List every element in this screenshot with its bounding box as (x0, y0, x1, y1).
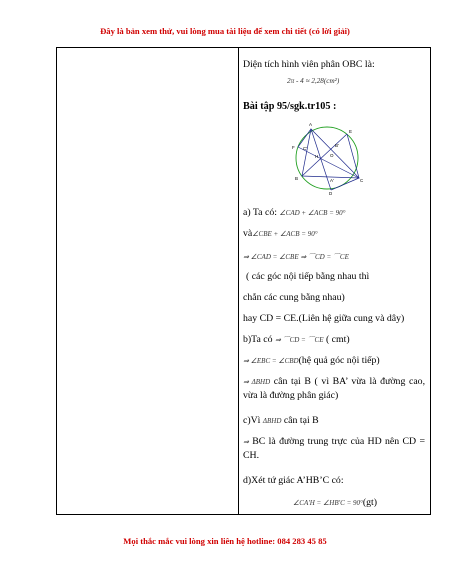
label-c: C (360, 178, 364, 183)
label-a: A (309, 122, 313, 127)
area-text: Diện tích hình viên phân OBC là: (243, 59, 375, 70)
va-formula: ∠CBE + ∠ACB = 90° (252, 230, 318, 238)
label-o: O (330, 153, 334, 158)
c-conclusion (243, 435, 425, 462)
part-d-line: d)Xét tứ giác A’HB’C có: (243, 475, 344, 486)
part-a-formula: ∠CAD + ∠ACB = 90° (279, 209, 346, 217)
header-banner: Đây là bản xem thử, vui lòng mua tài liệu để xem chi tiết (có lời giải) (100, 26, 350, 36)
part-d-formula-line (293, 496, 377, 510)
part-c-prefix: c)Vì (243, 415, 261, 426)
c-conclusion-text: BC là đường trung trực của HD nên CD = CH. (243, 436, 426, 461)
label-d: D (329, 191, 333, 196)
footer-banner: Mọi thắc mắc vui lòng xin liên hệ hotline: 084 283 45 85 (123, 536, 327, 546)
exercise-title: Bài tập 95/sgk.tr105 : (243, 101, 337, 112)
ebc-formula: ⇒ ∠EBC = ∠CBD (243, 357, 299, 365)
paren-line-2: chắn các cung bằng nhau) (243, 292, 345, 303)
part-a-prefix: a) Ta có: (243, 207, 277, 218)
bhd-paragraph (243, 375, 425, 402)
ebc-line (243, 354, 380, 368)
part-b-suffix: ( cmt) (325, 334, 350, 345)
geometry-figure (289, 120, 365, 196)
part-c-formula: ΔBHD (262, 417, 282, 425)
label-a-prime: A' (330, 178, 334, 183)
part-a-line (243, 206, 345, 220)
hay-line: hay CD = CE.(Liên hệ giữa cung và dây) (243, 313, 405, 324)
implies-formula: ⇒ ∠CAD = ∠CBE ⇒ ⌒CD = ⌒CE (243, 253, 349, 261)
va-prefix: và (243, 228, 253, 239)
area-formula: 2π - 4 ≈ 2,28(cm²) (287, 77, 340, 85)
part-c-suffix: cân tại B (283, 415, 319, 426)
part-b-formula: ⇒ ⌒CD = ⌒CE (274, 336, 324, 344)
column-divider (238, 48, 239, 514)
part-b-line (243, 333, 350, 347)
label-f: F (292, 145, 295, 150)
bhd-text: cân tại B ( vì BA’ vừa là đường cao, vừa là đường phân giác) (243, 376, 426, 401)
label-e: E (349, 129, 353, 134)
bhd-formula: ⇒ ΔBHD (243, 378, 271, 386)
va-line (243, 227, 318, 241)
label-h: H (315, 154, 319, 159)
paren-line-1: ( các góc nội tiếp bằng nhau thì (246, 271, 370, 282)
label-c-prime: C' (303, 146, 308, 151)
content-table (56, 47, 431, 515)
label-b: B (295, 176, 299, 181)
part-c-line (243, 414, 319, 428)
ebc-suffix: (hệ quả góc nội tiếp) (298, 355, 380, 366)
label-b-prime: B' (335, 143, 339, 148)
arrow-icon: ⇒ (243, 438, 249, 446)
part-d-formula: ∠CA′H = ∠HB′C = 90° (293, 499, 363, 507)
part-d-suffix: (gt) (362, 497, 378, 508)
part-b-prefix: b)Ta có (243, 334, 273, 345)
figure-labels (292, 122, 364, 196)
